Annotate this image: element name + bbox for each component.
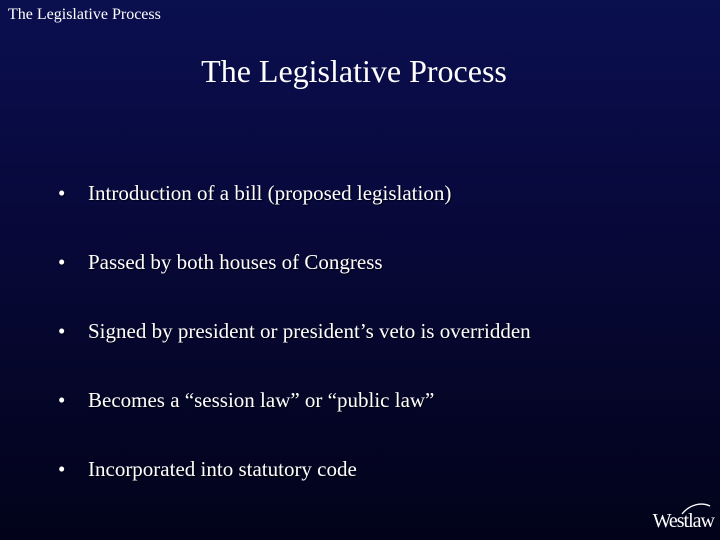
bullet-item: [58, 316, 531, 385]
slide-title: The Legislative Process: [201, 53, 507, 89]
bullet-text: Becomes a “session law” or “public law”: [88, 388, 435, 412]
bullet-text: Signed by president or president’s veto is overridden: [88, 319, 531, 343]
bullet-item: [58, 178, 531, 247]
westlaw-logo: [644, 502, 714, 532]
logo-text: Westlaw: [652, 510, 714, 532]
bullet-dot: •: [58, 181, 66, 205]
bullet-dot: •: [58, 388, 66, 412]
bullet-dot: •: [58, 457, 66, 481]
bullet-text: Incorporated into statutory code: [88, 457, 357, 481]
bullet-item: [58, 454, 531, 523]
bullet-list: [58, 178, 531, 523]
bullet-text: Passed by both houses of Congress: [88, 250, 383, 274]
bullet-text: Introduction of a bill (proposed legislation): [88, 181, 452, 205]
bullet-item: [58, 385, 531, 454]
bullet-dot: •: [58, 250, 66, 274]
header-label: The Legislative Process: [8, 6, 161, 23]
bullet-dot: •: [58, 319, 66, 343]
bullet-item: [58, 247, 531, 316]
